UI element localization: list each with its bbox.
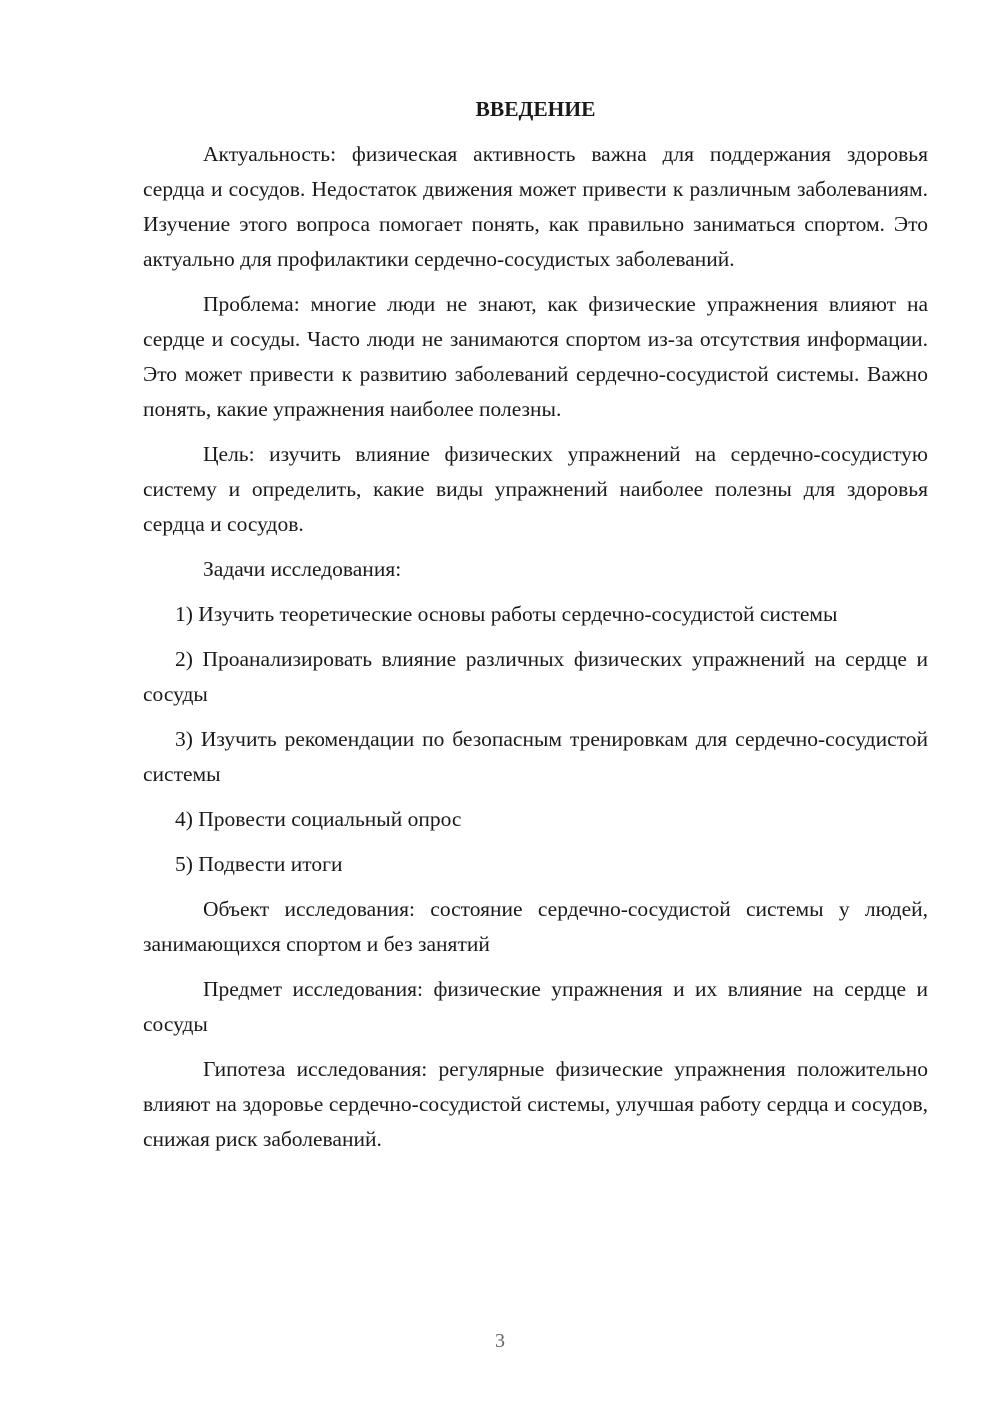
object-paragraph: Объект исследования: состояние сердечно-сосудистой системы у людей, занимающихся спортом и без занятий — [143, 897, 928, 956]
document-page — [143, 92, 928, 1167]
task-item: 2) Проанализировать влияние различных физических упражнений на сердце и сосуды — [143, 647, 928, 706]
task-item: 3) Изучить рекомендации по безопасным тренировкам для сердечно-сосудистой системы — [143, 727, 928, 786]
goal-paragraph: Цель: изучить влияние физических упражнений на сердечно-сосудистую систему и определить, какие виды упражнений наиболее полезны для здоровья сердца и сосудов. — [143, 442, 928, 536]
tasks-list — [143, 597, 928, 882]
page-number: 3 — [495, 1330, 505, 1352]
task-item: 1) Изучить теоретические основы работы сердечно-сосудистой системы — [175, 602, 838, 626]
problem-paragraph: Проблема: многие люди не знают, как физические упражнения влияют на сердце и сосуды. Часто люди не занимаются спортом из-за отсутствия информации. Это может привести к развитию заболеваний сердечно-сосудистой системы. Важно понять, какие упражнения наиболее полезны. — [143, 292, 928, 421]
hypothesis-paragraph: Гипотеза исследования: регулярные физические упражнения положительно влияют на здоровье сердечно-сосудистой системы, улучшая работу сердца и сосудов, снижая риск заболеваний. — [143, 1057, 928, 1151]
task-item: 4) Провести социальный опрос — [175, 807, 462, 831]
section-title: ВВЕДЕНИЕ — [475, 97, 596, 121]
task-item: 5) Подвести итоги — [175, 852, 343, 876]
tasks-heading: Задачи исследования: — [203, 557, 402, 581]
relevance-paragraph: Актуальность: физическая активность важна для поддержания здоровья сердца и сосудов. Недостаток движения может привести к различным заболеваниям. Изучение этого вопроса помогает понять, как правильно заниматься спортом. Это актуально для профилактики сердечно-сосудистых заболеваний. — [143, 142, 928, 271]
subject-paragraph: Предмет исследования: физические упражнения и их влияние на сердце и сосуды — [143, 977, 928, 1036]
